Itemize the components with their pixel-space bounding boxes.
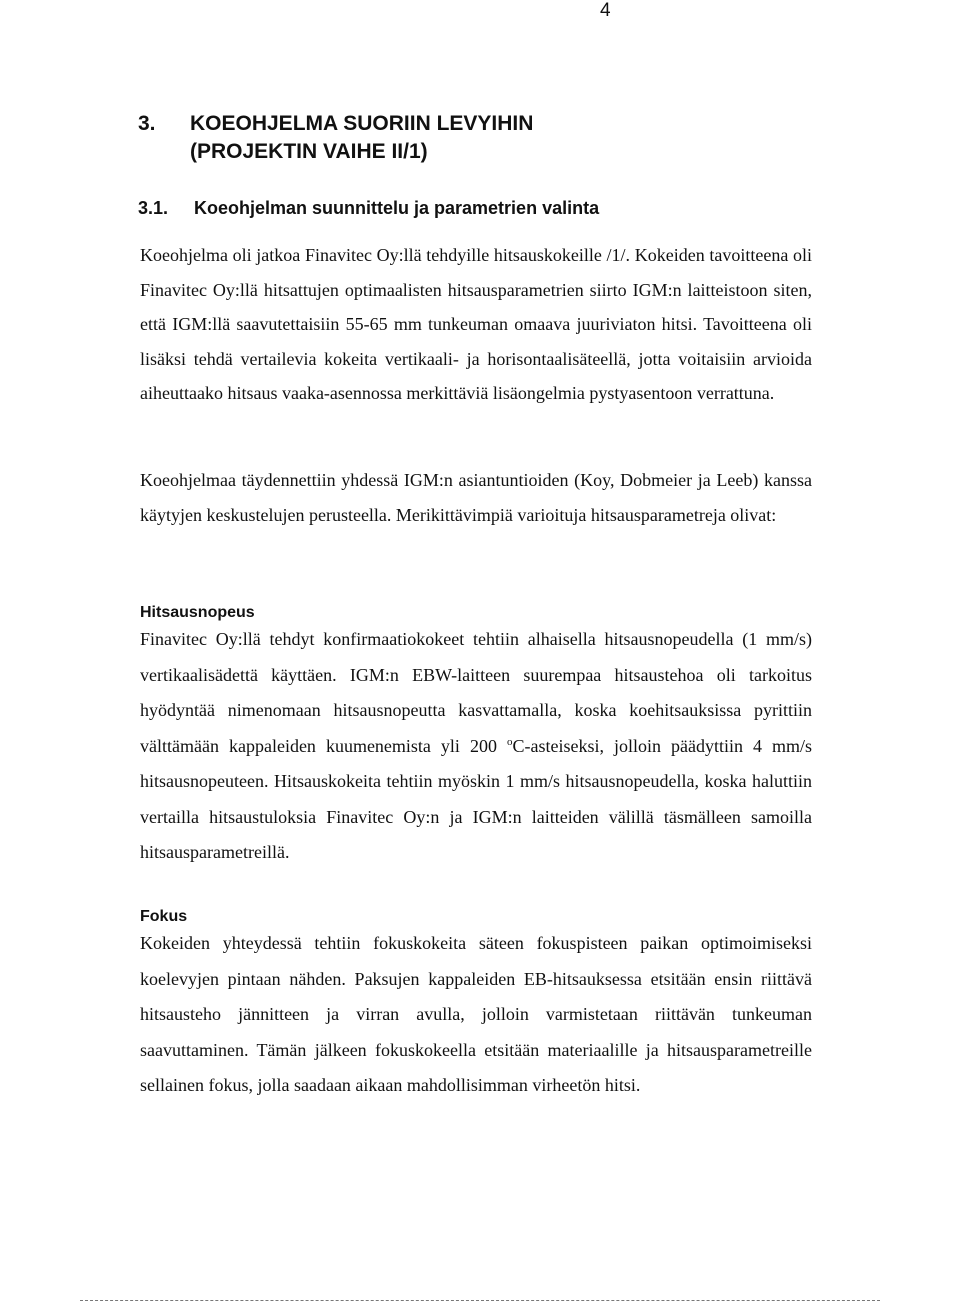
footer-rule <box>80 1300 880 1301</box>
intro-paragraph: Koeohjelma oli jatkoa Finavitec Oy:llä tehdyille hitsauskokeille /1/. Kokeiden tavoitteena oli Finavitec Oy:llä hitsattujen optimaalisten hitsausparametrien siirto IGM:n laitteistoon siten, että IGM:llä saavutettaisiin 55-65 mm tunkeuman omaava juuriviaton hitsi. Tavoitteena oli lisäksi tehdä vertailevia kokeita vertikaali- ja horisontaalisäteellä, jotta voitaisiin arvioida aiheuttaako hitsaus vaaka-asennossa merkittäviä lisäongelmia pystyasentoon verrattuna. <box>140 245 812 403</box>
section-heading <box>138 198 599 219</box>
hitsausnopeus-text-2: C-asteiseksi, jolloin päädyttiin 4 mm/s hitsausnopeuteen. Hitsauskokeita tehtiin myöskin 1 mm/s hitsausnopeudella, koska haluttiin vertailla hitsaustuloksia Finavitec Oy:n ja IGM:n laitteiden välillä täsmälleen samoilla hitsausparametreillä. <box>140 735 812 862</box>
chapter-title-line2: (PROJEKTIN VAIHE II/1) <box>190 140 428 163</box>
hitsausnopeus-heading: Hitsausnopeus <box>140 604 255 621</box>
chapter-title-line1: KOEOHJELMA SUORIIN LEVYIHIN <box>190 112 534 135</box>
chapter-heading <box>138 110 533 166</box>
parameters-paragraph: Koeohjelmaa täydennettiin yhdessä IGM:n asiantuntioiden (Koy, Dobmeier ja Leeb) kanssa käytyjen keskustelujen perusteella. Merikittävimpiä varioituja hitsausparametreja olivat: <box>140 470 812 525</box>
fokus-heading: Fokus <box>140 908 188 925</box>
degree-superscript: o <box>506 735 513 748</box>
hitsausnopeus-text-1: Finavitec Oy:llä tehdyt konfirmaatiokokeet tehtiin alhaisella hitsausnopeudella (1 mm/s) vertikaalisädettä käyttäen. IGM:n EBW-laitteen suurempaa hitsaustehoa oli tarkoitus hyödyntää nimenomaan hitsausnopeutta kasvattamalla, koska koehitsauksissa pyrittiin välttämään kappaleiden kuumenemista yli 200 <box>140 629 812 756</box>
hitsausnopeus-paragraph <box>140 622 812 871</box>
page-number: 4 <box>600 0 611 21</box>
section-number: 3.1. <box>138 198 169 218</box>
fokus-paragraph: Kokeiden yhteydessä tehtiin fokuskokeita säteen fokuspisteen paikan optimoimiseksi koelevyjen pintaan nähden. Paksujen kappaleiden EB-hitsauksessa etsitään ensin riittävä hitsausteho jännitteen ja virran avulla, jolloin varmistetaan riittävän tunkeuman saavuttaminen. Tämän jälkeen fokuskokeella etsitään materiaalille ja hitsausparametreille sellainen fokus, jolla saadaan aikaan mahdollisimman virheetön hitsi. <box>140 933 812 1095</box>
section-title: Koeohjelman suunnittelu ja parametrien valinta <box>194 198 600 218</box>
chapter-number: 3. <box>138 112 156 135</box>
